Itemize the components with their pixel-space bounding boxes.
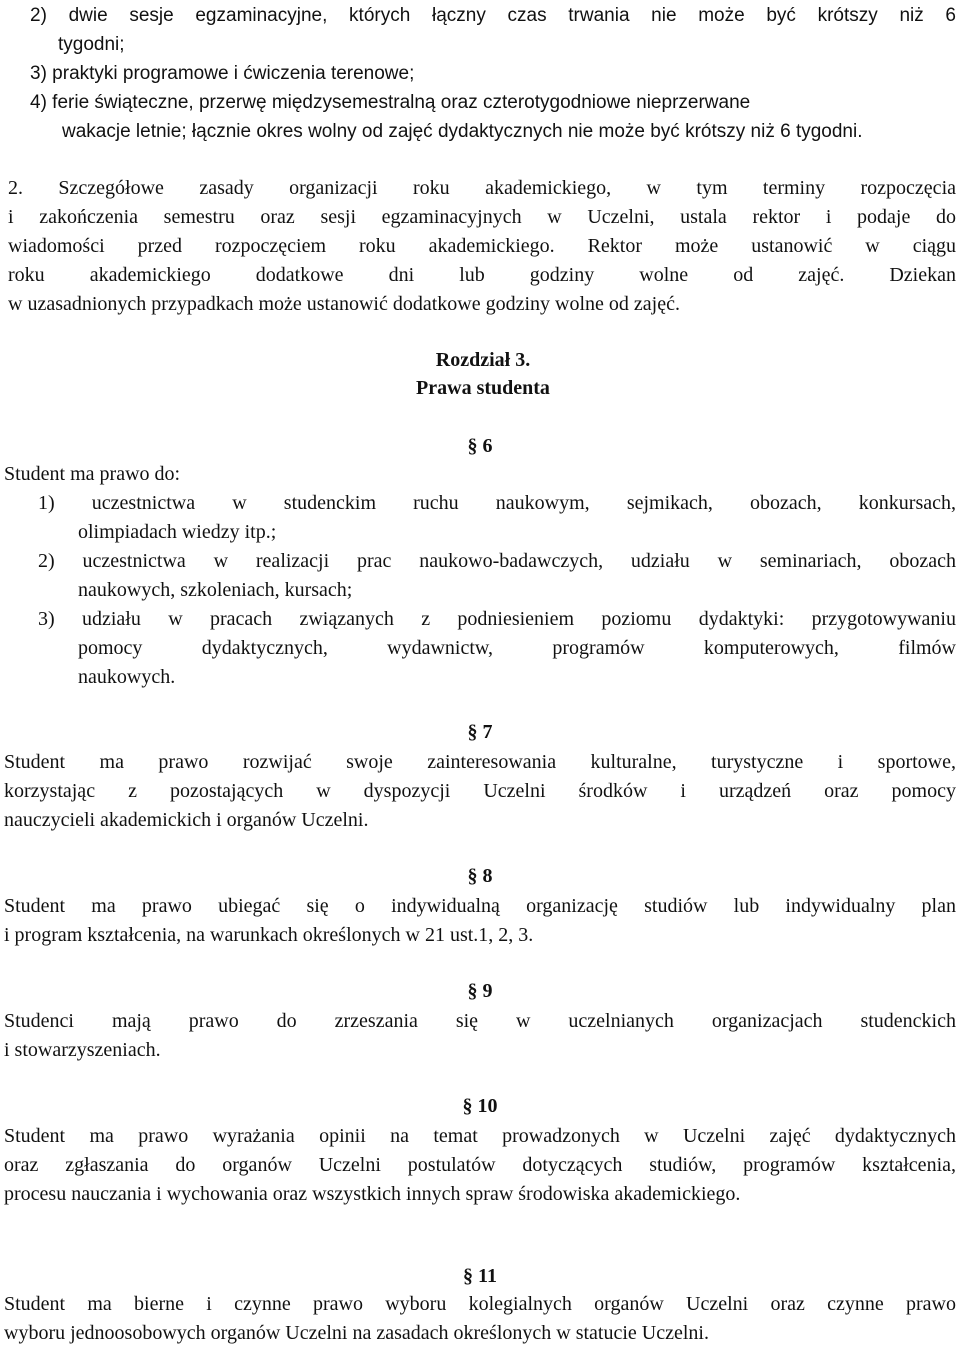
- section-sign-icon: §: [467, 865, 483, 887]
- section-6-item1-line1: 1) uczestnictwa w studenckim ruchu naukowym, sejmikach, obozach, konkursach,: [38, 492, 956, 514]
- section-10-line3: procesu nauczania i wychowania oraz wszystkich innych spraw środowiska akademickiego.: [4, 1183, 741, 1205]
- section-9-line1: Studenci mają prawo do zrzeszania się w uczelnianych organizacjach studenckich: [4, 1010, 956, 1032]
- section-7-line2: korzystając z pozostających w dyspozycji Uczelni środków i urządzeń oraz pomocy: [4, 780, 956, 802]
- list-item-4-line1: 4) ferie świąteczne, przerwę międzysemestralną oraz czterotygodniowe nieprzerwane: [30, 92, 751, 113]
- point-2-line1: 2. Szczegółowe zasady organizacji roku akademickiego, w tym terminy rozpoczęcia: [8, 177, 956, 199]
- section-11-line1: Student ma bierne i czynne prawo wyboru kolegialnych organów Uczelni oraz czynne prawo: [4, 1293, 956, 1315]
- section-sign-icon: §: [467, 435, 483, 457]
- section-8-line1: Student ma prawo ubiegać się o indywidualną organizację studiów lub indywidualny plan: [4, 895, 956, 917]
- section-8-number: 8: [482, 865, 493, 887]
- list-item-2-line2: tygodni;: [58, 34, 125, 55]
- section-11-number: 11: [478, 1265, 497, 1287]
- section-6-item3-line1: 3) udziału w pracach związanych z podniesieniem poziomu dydaktyki: przygotowywaniu: [38, 608, 956, 630]
- section-9-heading: [0, 979, 960, 1003]
- section-8-line2: i program kształcenia, na warunkach określonych w 21 ust.1, 2, 3.: [4, 924, 534, 946]
- point-2-line5: w uzasadnionych przypadkach może ustanowić dodatkowe godziny wolne od zajęć.: [8, 293, 680, 315]
- section-sign-icon: §: [463, 1265, 479, 1287]
- section-sign-icon: §: [467, 980, 483, 1002]
- section-6-item3-line3: naukowych.: [78, 666, 176, 688]
- section-11-heading: [0, 1264, 960, 1288]
- section-sign-icon: §: [467, 721, 483, 743]
- section-6-heading: [0, 434, 960, 458]
- list-item-4-line2: wakacje letnie; łącznie okres wolny od zajęć dydaktycznych nie może być krótszy niż 6 tygodni.: [62, 121, 863, 142]
- chapter-number: Rozdział 3.: [435, 349, 531, 371]
- section-10-number: 10: [477, 1095, 498, 1117]
- list-item-3: 3) praktyki programowe i ćwiczenia terenowe;: [30, 63, 415, 84]
- section-6-intro: Student ma prawo do:: [4, 463, 181, 485]
- section-6-item2-line2: naukowych, szkoleniach, kursach;: [78, 579, 353, 601]
- section-7-line3: nauczycieli akademickich i organów Uczelni.: [4, 809, 369, 831]
- section-7-heading: [0, 720, 960, 744]
- section-6-item2-line1: 2) uczestnictwa w realizacji prac naukowo-badawczych, udziału w seminariach, obozach: [38, 550, 956, 572]
- section-6-item3-line2: pomocy dydaktycznych, wydawnictw, programów komputerowych, filmów: [78, 637, 956, 659]
- section-6-item1-line2: olimpiadach wiedzy itp.;: [78, 521, 277, 543]
- section-9-number: 9: [482, 980, 493, 1002]
- section-10-line1: Student ma prawo wyrażania opinii na temat prowadzonych w Uczelni zajęć dydaktycznych: [4, 1125, 956, 1147]
- section-7-line1: Student ma prawo rozwijać swoje zainteresowania kulturalne, turystyczne i sportowe,: [4, 751, 956, 773]
- point-2-line3: wiadomości przed rozpoczęciem roku akademickiego. Rektor może ustanowić w ciągu: [8, 235, 956, 257]
- section-9-line2: i stowarzyszeniach.: [4, 1039, 161, 1061]
- point-2-line2: i zakończenia semestru oraz sesji egzaminacyjnych w Uczelni, ustala rektor i podaje do: [8, 206, 956, 228]
- section-10-heading: [0, 1094, 960, 1118]
- section-6-number: 6: [482, 435, 493, 457]
- section-8-heading: [0, 864, 960, 888]
- list-item-2-line1: 2) dwie sesje egzaminacyjne, których łączny czas trwania nie może być krótszy niż 6: [30, 5, 956, 26]
- chapter-title: Prawa studenta: [416, 377, 550, 399]
- section-sign-icon: §: [462, 1095, 478, 1117]
- section-10-line2: oraz zgłaszania do organów Uczelni postulatów dotyczących studiów, programów kształcenia,: [4, 1154, 956, 1176]
- point-2-line4: roku akademickiego dodatkowe dni lub godziny wolne od zajęć. Dziekan: [8, 264, 956, 286]
- section-7-number: 7: [482, 721, 493, 743]
- section-11-line2: wyboru jednoosobowych organów Uczelni na zasadach określonych w statucie Uczelni.: [4, 1322, 709, 1344]
